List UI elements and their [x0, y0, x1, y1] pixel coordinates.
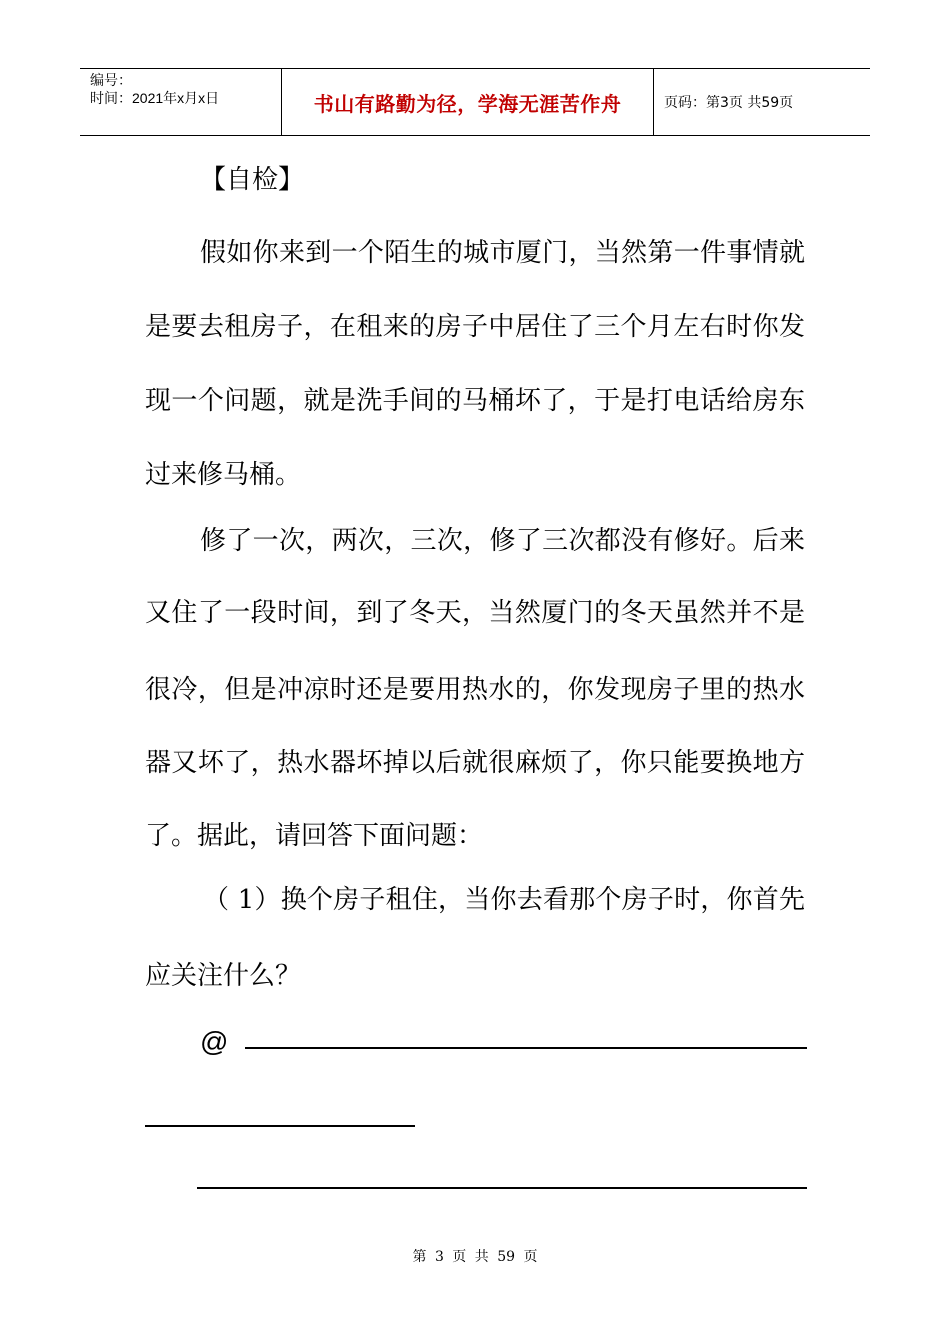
page-header [80, 68, 870, 136]
document-date: 时间：2021年x月x日 [90, 90, 220, 106]
paragraph-line: 了。据此，请回答下面问题： [145, 821, 484, 851]
paragraph-line: 假如你来到一个陌生的城市厦门，当然第一件事情就 [200, 238, 805, 268]
question-line: （ 1）换个房子租住，当你去看那个房子时，你首先 [203, 885, 805, 915]
page-footer: 第 3 页 共 59 页 [412, 1249, 538, 1265]
answer-marker: @ [200, 1026, 229, 1057]
document-number-label: 编号： [90, 72, 132, 88]
paragraph-line: 器又坏了，热水器坏掉以后就很麻烦了，你只能要换地方 [145, 748, 805, 778]
answer-blank-line[interactable] [197, 1187, 807, 1189]
header-meta [90, 71, 219, 107]
paragraph-line: 现一个问题，就是洗手间的马桶坏了，于是打电话给房东 [145, 386, 805, 416]
header-motto: 书山有路勤为径，学海无涯苦作舟 [313, 91, 622, 116]
paragraph-line: 很冷，但是冲凉时还是要用热水的，你发现房子里的热水 [145, 675, 805, 705]
paragraph-line: 又住了一段时间，到了冬天，当然厦门的冬天虽然并不是 [145, 598, 805, 628]
header-page-info: 页码：第3页 共59页 [664, 95, 794, 111]
header-divider [653, 69, 654, 135]
section-title: 【自检】 [200, 165, 305, 195]
paragraph-line: 修了一次，两次，三次，修了三次都没有修好。后来 [200, 526, 805, 556]
question-line: 应关注什么？ [145, 961, 302, 991]
paragraph-line: 过来修马桶。 [145, 460, 302, 490]
answer-blank-line[interactable] [145, 1125, 415, 1127]
answer-blank-line[interactable] [245, 1047, 807, 1049]
paragraph-line: 是要去租房子，在租来的房子中居住了三个月左右时你发 [145, 312, 805, 342]
